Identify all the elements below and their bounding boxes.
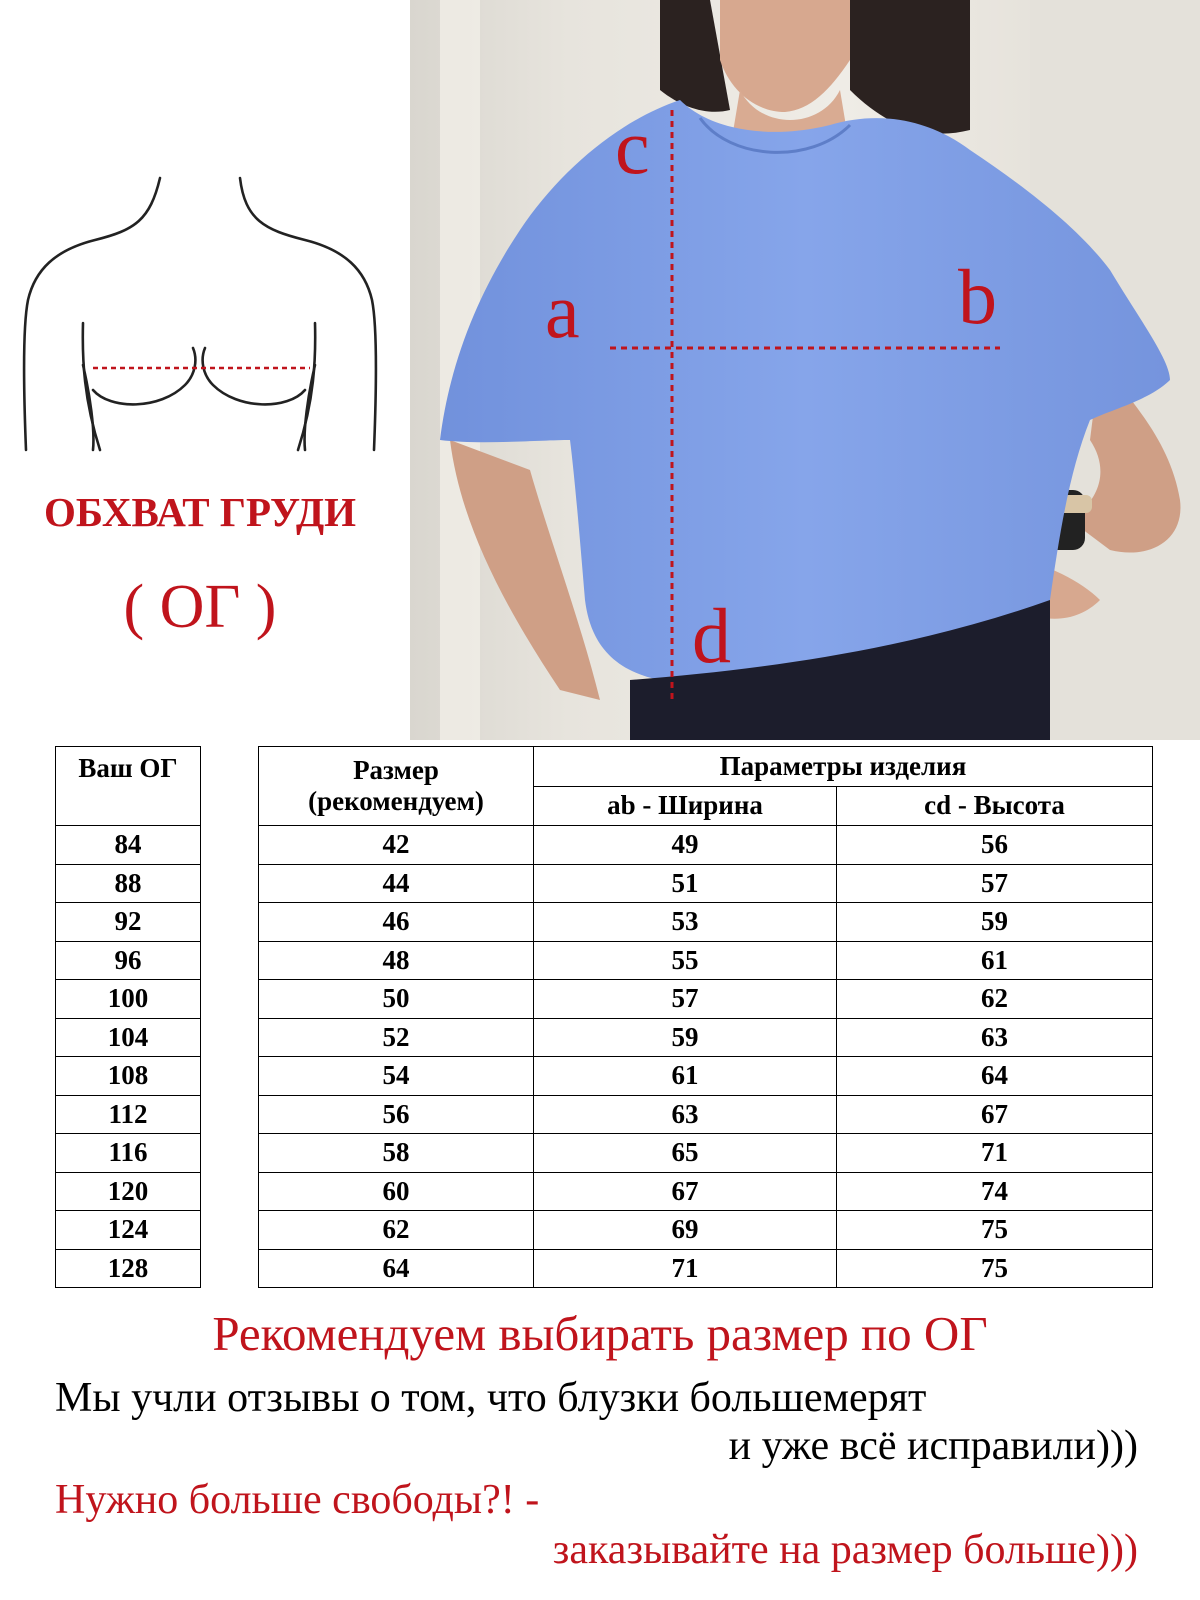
og-cell: 84 bbox=[56, 826, 201, 865]
og-cell: 104 bbox=[56, 1018, 201, 1057]
size-cell: 54 bbox=[259, 1057, 534, 1096]
cd-cell: 63 bbox=[837, 1018, 1153, 1057]
freedom-line-2: заказывайте на размер больше))) bbox=[552, 1527, 1138, 1573]
chest-diagram bbox=[0, 0, 410, 740]
cd-cell: 75 bbox=[837, 1249, 1153, 1288]
table-row bbox=[259, 1057, 1153, 1096]
cd-header: cd - Высота bbox=[837, 786, 1153, 826]
table-row bbox=[56, 941, 201, 980]
chest-girth-table bbox=[55, 746, 201, 1288]
size-header bbox=[259, 747, 534, 826]
ab-cell: 63 bbox=[534, 1095, 837, 1134]
size-cell: 48 bbox=[259, 941, 534, 980]
ab-cell: 49 bbox=[534, 826, 837, 865]
size-cell: 42 bbox=[259, 826, 534, 865]
table-row bbox=[56, 1018, 201, 1057]
blouse-photo-icon bbox=[410, 0, 1200, 740]
table-row bbox=[259, 941, 1153, 980]
size-cell: 64 bbox=[259, 1249, 534, 1288]
table-row bbox=[259, 1095, 1153, 1134]
cd-cell: 75 bbox=[837, 1211, 1153, 1250]
table-row bbox=[259, 826, 1153, 865]
cd-cell: 67 bbox=[837, 1095, 1153, 1134]
table-row bbox=[56, 980, 201, 1019]
cd-cell: 62 bbox=[837, 980, 1153, 1019]
ab-cell: 59 bbox=[534, 1018, 837, 1057]
og-cell: 108 bbox=[56, 1057, 201, 1096]
og-header: Ваш ОГ bbox=[56, 747, 201, 826]
recommend-text: Рекомендуем выбирать размер по ОГ bbox=[212, 1306, 988, 1361]
table-row bbox=[259, 1172, 1153, 1211]
size-cell: 44 bbox=[259, 864, 534, 903]
chest-outline-icon bbox=[0, 160, 410, 480]
table-row bbox=[56, 903, 201, 942]
label-c: c bbox=[615, 103, 650, 190]
table-row bbox=[259, 864, 1153, 903]
size-cell: 60 bbox=[259, 1172, 534, 1211]
ab-cell: 61 bbox=[534, 1057, 837, 1096]
size-header-line2: (рекомендуем) bbox=[308, 786, 484, 816]
table-row bbox=[56, 1134, 201, 1173]
label-d: d bbox=[692, 592, 731, 679]
size-cell: 58 bbox=[259, 1134, 534, 1173]
cd-cell: 61 bbox=[837, 941, 1153, 980]
params-header: Параметры изделия bbox=[534, 747, 1153, 787]
cd-cell: 71 bbox=[837, 1134, 1153, 1173]
ab-cell: 51 bbox=[534, 864, 837, 903]
size-cell: 56 bbox=[259, 1095, 534, 1134]
table-row bbox=[259, 1249, 1153, 1288]
table-row bbox=[56, 1095, 201, 1134]
ab-cell: 69 bbox=[534, 1211, 837, 1250]
label-b: b bbox=[958, 253, 997, 340]
freedom-line-1: Нужно больше свободы?! - bbox=[55, 1477, 540, 1523]
table-row bbox=[56, 826, 201, 865]
ab-cell: 67 bbox=[534, 1172, 837, 1211]
og-cell: 100 bbox=[56, 980, 201, 1019]
og-cell: 116 bbox=[56, 1134, 201, 1173]
blouse-photo bbox=[410, 0, 1200, 740]
size-cell: 62 bbox=[259, 1211, 534, 1250]
table-row bbox=[259, 1134, 1153, 1173]
ab-cell: 65 bbox=[534, 1134, 837, 1173]
ab-cell: 53 bbox=[534, 903, 837, 942]
ab-header: ab - Ширина bbox=[534, 786, 837, 826]
chest-girth-abbr: ( ОГ ) bbox=[123, 573, 277, 641]
note-line-2: и уже всё исправили))) bbox=[728, 1423, 1138, 1469]
table-row bbox=[259, 1211, 1153, 1250]
cd-cell: 56 bbox=[837, 826, 1153, 865]
og-cell: 96 bbox=[56, 941, 201, 980]
size-header-line1: Размер bbox=[353, 755, 439, 785]
og-cell: 92 bbox=[56, 903, 201, 942]
size-table bbox=[258, 746, 1153, 1288]
cd-cell: 74 bbox=[837, 1172, 1153, 1211]
cd-cell: 57 bbox=[837, 864, 1153, 903]
table-row bbox=[259, 903, 1153, 942]
size-cell: 52 bbox=[259, 1018, 534, 1057]
og-cell: 124 bbox=[56, 1211, 201, 1250]
og-cell: 128 bbox=[56, 1249, 201, 1288]
table-row bbox=[56, 864, 201, 903]
size-cell: 46 bbox=[259, 903, 534, 942]
table-row bbox=[259, 980, 1153, 1019]
og-cell: 120 bbox=[56, 1172, 201, 1211]
table-row bbox=[56, 1057, 201, 1096]
cd-cell: 59 bbox=[837, 903, 1153, 942]
table-row bbox=[56, 1211, 201, 1250]
chest-girth-title: ОБХВАТ ГРУДИ bbox=[43, 489, 357, 535]
ab-cell: 57 bbox=[534, 980, 837, 1019]
table-row bbox=[56, 1172, 201, 1211]
label-a: a bbox=[545, 267, 580, 354]
og-cell: 88 bbox=[56, 864, 201, 903]
ab-cell: 71 bbox=[534, 1249, 837, 1288]
ab-cell: 55 bbox=[534, 941, 837, 980]
table-row bbox=[56, 1249, 201, 1288]
cd-cell: 64 bbox=[837, 1057, 1153, 1096]
note-line-1: Мы учли отзывы о том, что блузки большемерят bbox=[55, 1375, 927, 1421]
table-row bbox=[259, 1018, 1153, 1057]
size-cell: 50 bbox=[259, 980, 534, 1019]
og-cell: 112 bbox=[56, 1095, 201, 1134]
